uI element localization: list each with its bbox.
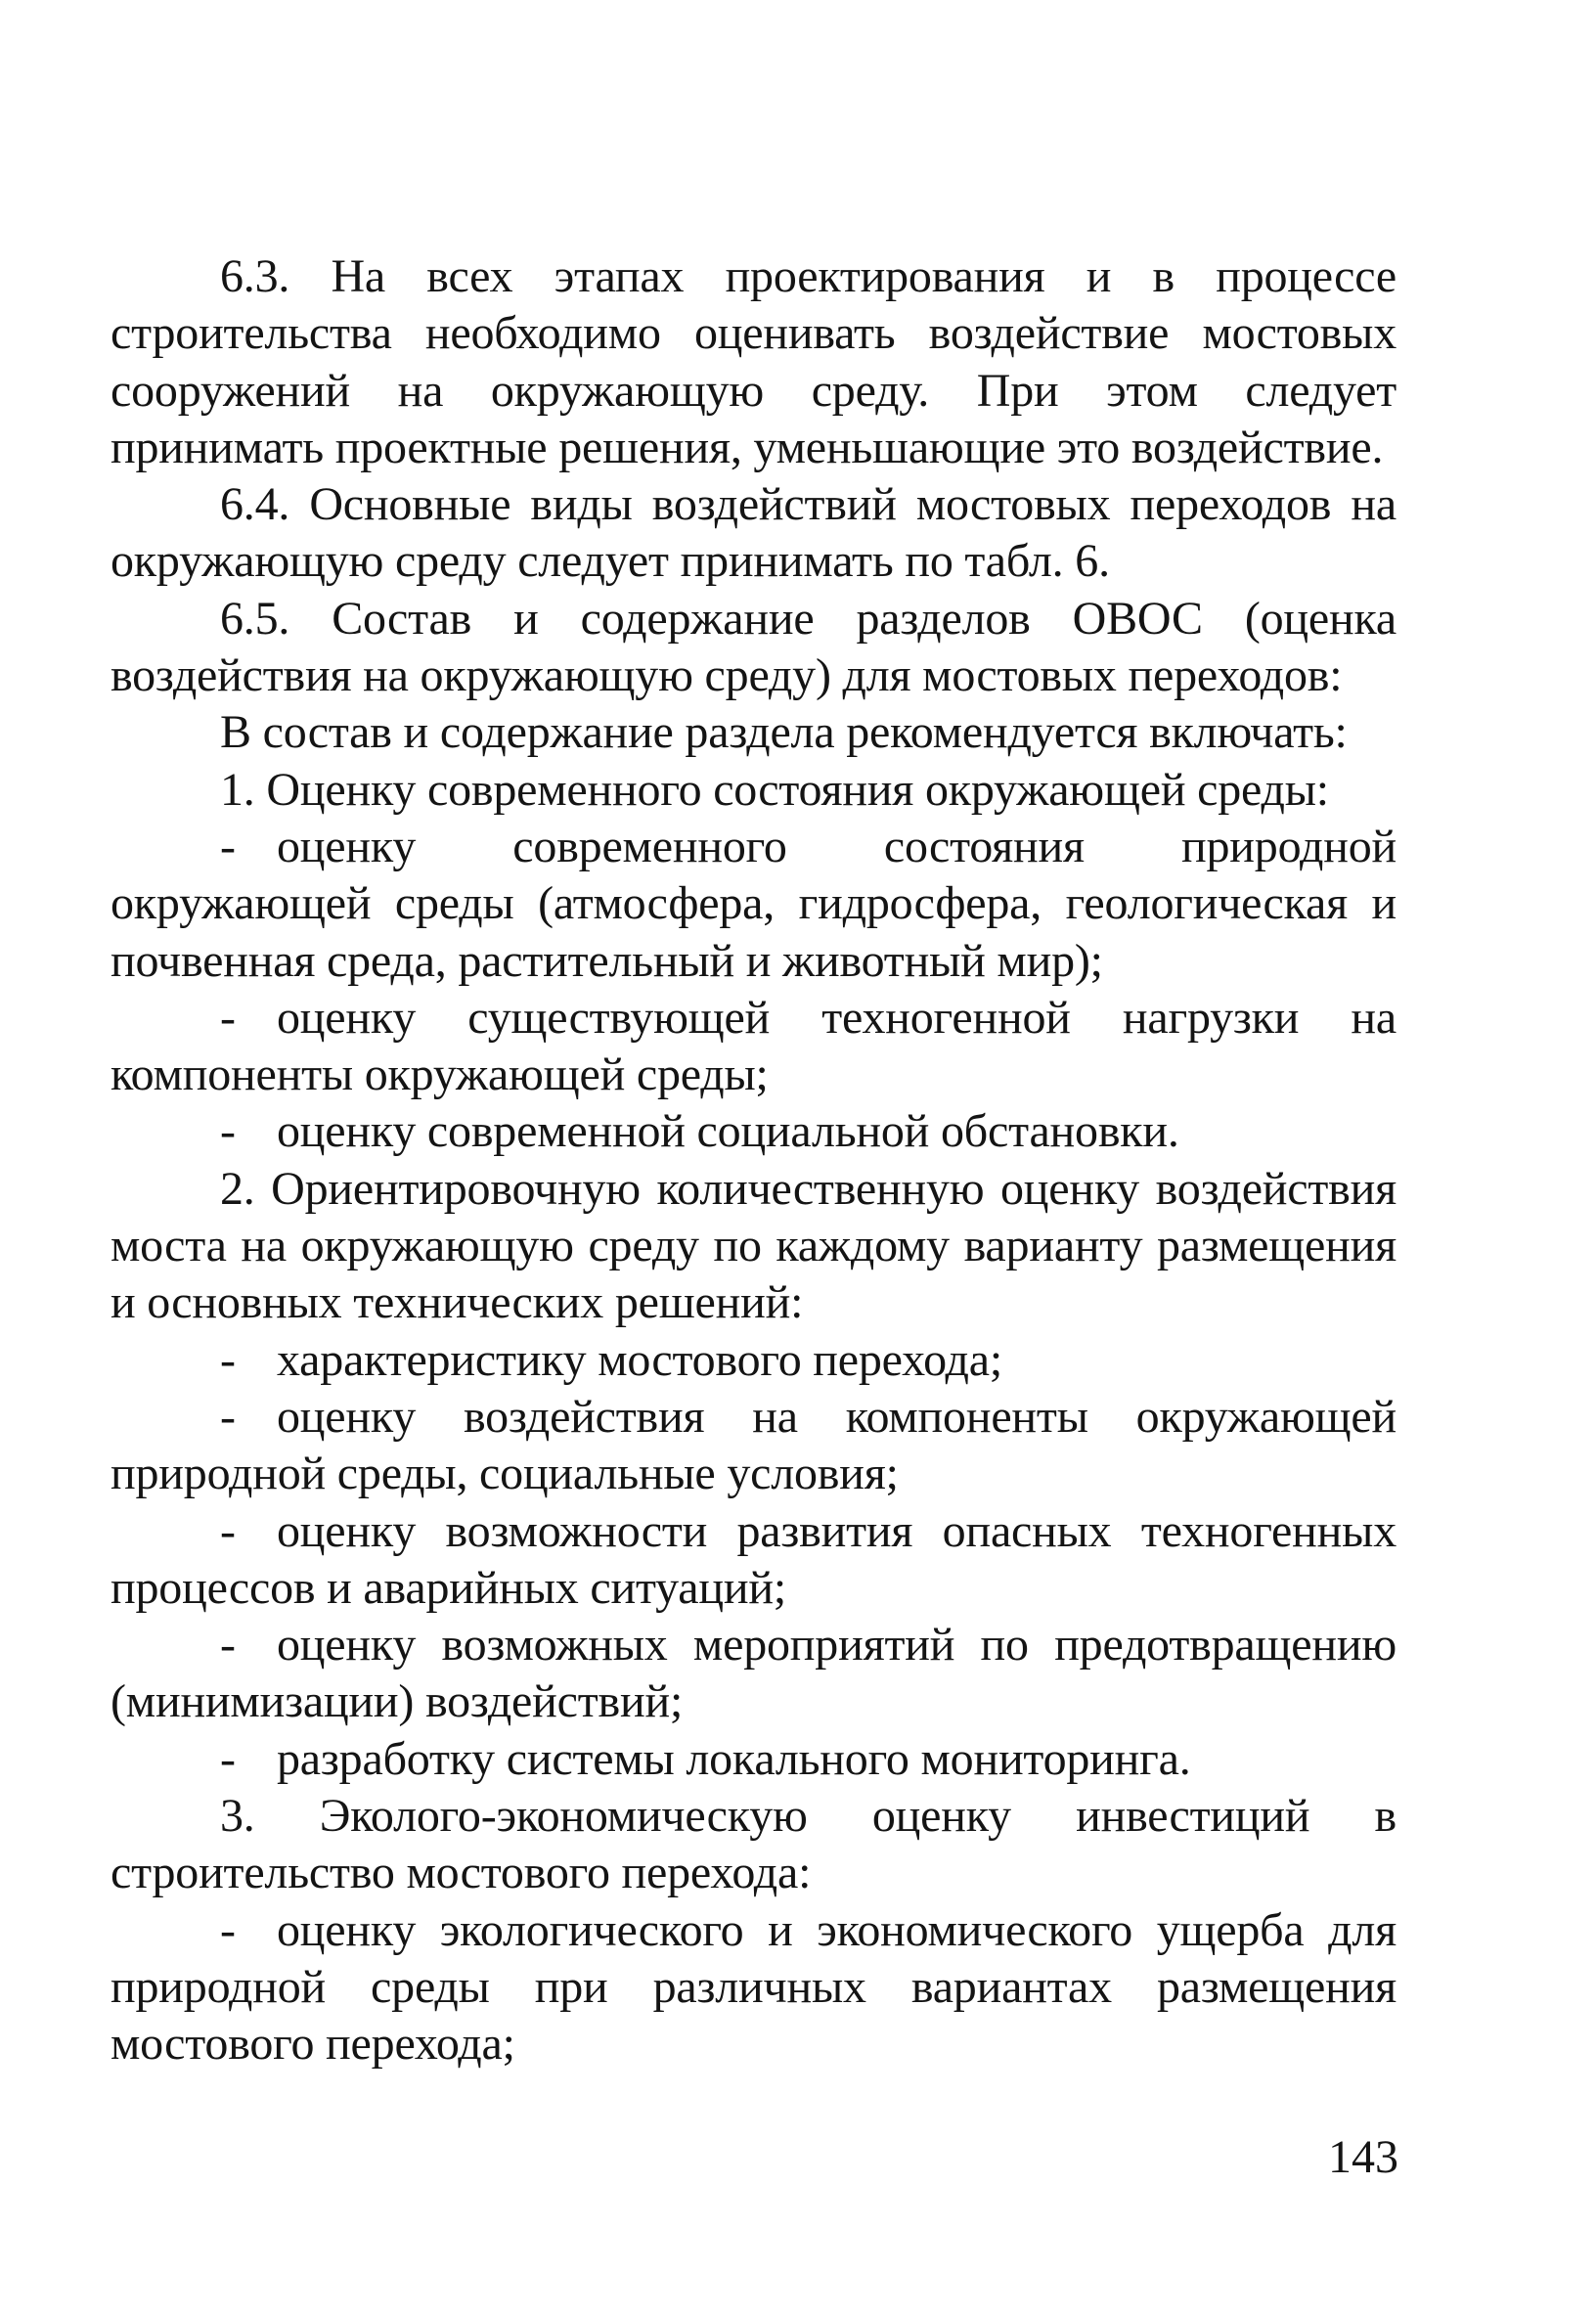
list-item (111, 1103, 1396, 1160)
paragraph-intro: В состав и содержание раздела рекомендуется включать: (220, 706, 1348, 759)
list-item-text: оценку современной социальной обстановки. (277, 1105, 1179, 1158)
list-item-text: оценку существующей техногенной нагрузки на компоненты окружающей среды; (111, 991, 1396, 1101)
dash-marker: - (220, 1732, 236, 1785)
dash-marker: - (220, 820, 236, 872)
list-item (111, 990, 1396, 1104)
page-number: 143 (1328, 2131, 1398, 2183)
list-item (111, 1332, 1396, 1389)
list-item-text: оценку воздействия на компоненты окружающей природной среды, социальные условия; (111, 1390, 1396, 1500)
list-item-text: характеристику мостового перехода; (277, 1333, 1003, 1386)
list-item-text: оценку возможности развития опасных техногенных процессов и аварийных ситуаций; (111, 1504, 1396, 1614)
list-item (111, 819, 1396, 990)
paragraph-item-3: 3. Эколого-экономическую оценку инвестиций в строительство мостового перехода: (111, 1790, 1396, 1899)
paragraph-item-2: 2. Ориентировочную количественную оценку воздействия моста на окружающую среду по каждому варианту размещения и основных технических решений: (111, 1162, 1396, 1329)
body-text (111, 248, 1396, 2073)
list-item-text: оценку возможных мероприятий по предотвращению (минимизации) воздействий; (111, 1619, 1396, 1728)
dash-marker: - (220, 1903, 236, 1956)
dash-marker: - (220, 1333, 236, 1386)
list-item-text: оценку современного состояния природной окружающей среды (атмосфера, гидросфера, геологическая и почвенная среда, растительный и животный мир); (111, 820, 1396, 987)
dash-marker: - (220, 1619, 236, 1672)
list-item (111, 1503, 1396, 1618)
dash-marker: - (220, 1504, 236, 1557)
paragraph-6-5: 6.5. Состав и содержание разделов ОВОС (оценка воздействия на окружающую среду) для мостовых переходов: (111, 592, 1396, 702)
dash-marker: - (220, 991, 236, 1044)
list-item-text: разработку системы локального мониторинга. (277, 1732, 1191, 1785)
dash-marker: - (220, 1105, 236, 1158)
list-item (111, 1902, 1396, 2073)
list-item (111, 1731, 1396, 1788)
paragraph-item-1: 1. Оценку современного состояния окружающей среды: (220, 763, 1329, 816)
list-item (111, 1389, 1396, 1503)
paragraph-6-4: 6.4. Основные виды воздействий мостовых переходов на окружающую среду следует принимать по табл. 6. (111, 478, 1396, 588)
list-item (111, 1617, 1396, 1731)
list-item-text: оценку экологического и экономического ущерба для природной среды при различных вариантах размещения мостового перехода; (111, 1903, 1396, 2071)
dash-marker: - (220, 1390, 236, 1443)
paragraph-6-3: 6.3. На всех этапах проектирования и в процессе строительства необходимо оценивать воздействие мостовых сооружений на окружающую среду. При этом следует принимать проектные решения, уменьшающие это воздействие. (111, 250, 1396, 473)
